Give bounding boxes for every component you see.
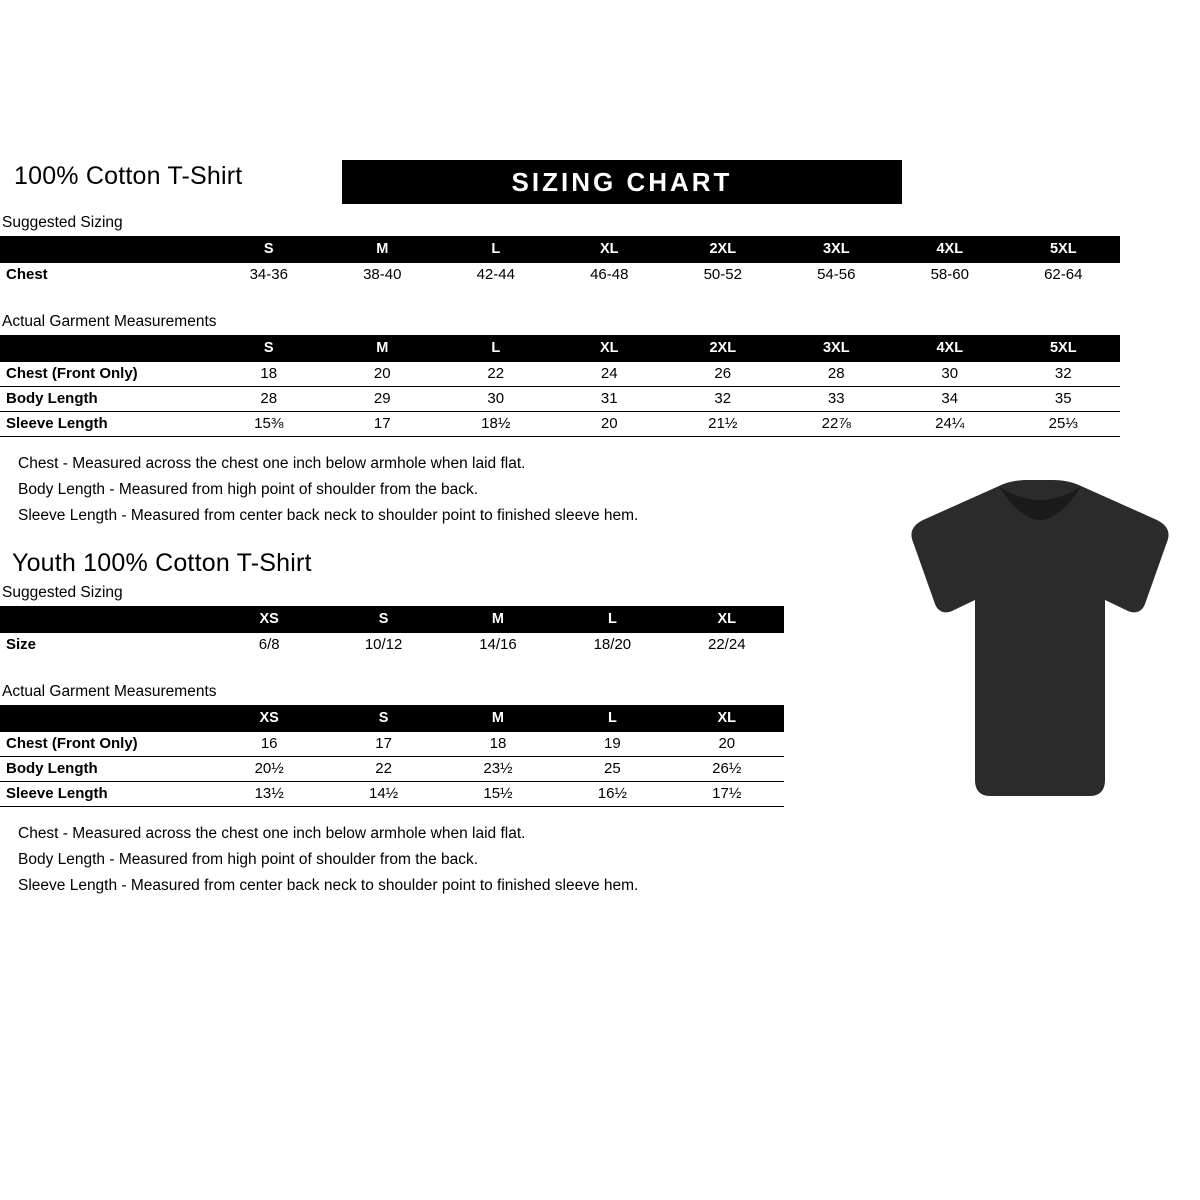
column-header: L xyxy=(491,340,501,356)
column-header: S xyxy=(378,710,389,726)
cell: 23½ xyxy=(441,757,555,782)
column-header: 2XL xyxy=(709,241,737,257)
column-header xyxy=(0,705,212,732)
youth-actual-measurements-label: Actual Garment Measurements xyxy=(2,683,217,700)
note-sleeve-length: Sleeve Length - Measured from center back neck to shoulder point to finished sleeve hem. xyxy=(18,877,639,894)
cell: 16 xyxy=(212,732,326,757)
column-header: L xyxy=(491,241,501,257)
column-header: XL xyxy=(599,241,619,257)
column-header: 5XL xyxy=(1049,241,1077,257)
column-header: S xyxy=(378,611,389,627)
adult-actual-measurements-label: Actual Garment Measurements xyxy=(2,313,217,330)
cell: 29 xyxy=(326,387,440,412)
cell: 42-44 xyxy=(476,266,515,283)
cell: 17 xyxy=(326,732,440,757)
cell: 15½ xyxy=(441,782,555,807)
column-header: M xyxy=(491,611,505,627)
column-header: M xyxy=(376,340,389,356)
cell: 14½ xyxy=(326,782,440,807)
column-header: L xyxy=(607,611,617,627)
cell: 19 xyxy=(555,732,669,757)
row-label: Sleeve Length xyxy=(0,412,212,437)
cell: 28 xyxy=(212,387,326,412)
row-label: Size xyxy=(6,636,37,653)
cell: 26 xyxy=(666,362,780,387)
youth-suggested-sizing-table xyxy=(0,606,784,657)
youth-suggested-sizing-label: Suggested Sizing xyxy=(2,584,123,601)
note-sleeve-length: Sleeve Length - Measured from center back neck to shoulder point to finished sleeve hem. xyxy=(18,507,639,524)
cell: 18 xyxy=(212,362,326,387)
cell: 22⅞ xyxy=(780,412,894,437)
cell: 24¼ xyxy=(893,412,1007,437)
cell: 16½ xyxy=(555,782,669,807)
cell: 10/12 xyxy=(364,636,403,653)
column-header: 4XL xyxy=(936,340,964,356)
cell: 28 xyxy=(780,362,894,387)
cell: 22 xyxy=(439,362,553,387)
table-row xyxy=(0,757,784,782)
cell: 58-60 xyxy=(930,266,969,283)
cell: 15⅜ xyxy=(212,412,326,437)
column-header: XS xyxy=(259,710,279,726)
column-header: M xyxy=(376,241,389,257)
cell: 13½ xyxy=(212,782,326,807)
cell: 20 xyxy=(553,412,667,437)
table-row xyxy=(0,362,1120,387)
cell: 22/24 xyxy=(708,636,746,653)
table-row xyxy=(0,387,1120,412)
row-label: Body Length xyxy=(0,387,212,412)
cell: 14/16 xyxy=(479,636,517,653)
adult-title-row xyxy=(0,160,1120,208)
row-label: Chest (Front Only) xyxy=(0,732,212,757)
column-header: XS xyxy=(259,611,279,627)
cell: 17½ xyxy=(670,782,784,807)
cell: 20 xyxy=(326,362,440,387)
table-header-row xyxy=(0,335,1120,362)
table-row xyxy=(0,782,784,807)
youth-actual-measurements-table xyxy=(0,705,784,807)
column-header: S xyxy=(263,241,274,257)
note-body-length: Body Length - Measured from high point of shoulder from the back. xyxy=(18,481,479,498)
cell: 50-52 xyxy=(703,266,742,283)
table-row xyxy=(0,732,784,757)
note-chest: Chest - Measured across the chest one inch below armhole when laid flat. xyxy=(18,825,526,842)
row-label: Sleeve Length xyxy=(0,782,212,807)
column-header: L xyxy=(607,710,617,726)
note-chest: Chest - Measured across the chest one inch below armhole when laid flat. xyxy=(18,455,526,472)
cell: 24 xyxy=(553,362,667,387)
column-header: S xyxy=(263,340,274,356)
cell: 62-64 xyxy=(1044,266,1083,283)
cell: 17 xyxy=(326,412,440,437)
row-label: Chest (Front Only) xyxy=(0,362,212,387)
cell: 34 xyxy=(893,387,1007,412)
cell: 21½ xyxy=(666,412,780,437)
row-label: Body Length xyxy=(0,757,212,782)
cell: 25⅓ xyxy=(1007,412,1121,437)
cell: 30 xyxy=(893,362,1007,387)
cell: 38-40 xyxy=(363,266,402,283)
column-header: M xyxy=(491,710,505,726)
youth-section-title: Youth 100% Cotton T-Shirt xyxy=(12,549,312,577)
adult-suggested-sizing-label: Suggested Sizing xyxy=(2,214,123,231)
table-row xyxy=(0,412,1120,437)
column-header: 3XL xyxy=(822,241,850,257)
cell: 31 xyxy=(553,387,667,412)
note-body-length: Body Length - Measured from high point of shoulder from the back. xyxy=(18,851,479,868)
cell: 46-48 xyxy=(590,266,629,283)
table-header-row xyxy=(0,705,784,732)
table-header-row xyxy=(0,236,1120,263)
column-header: XL xyxy=(599,340,619,356)
t-shirt-illustration xyxy=(895,480,1185,810)
column-header: 5XL xyxy=(1049,340,1077,356)
cell: 6/8 xyxy=(258,636,280,653)
page-title: 100% Cotton T-Shirt xyxy=(14,162,243,190)
cell: 34-36 xyxy=(249,266,288,283)
cell: 18/20 xyxy=(593,636,632,653)
youth-notes xyxy=(18,821,1120,899)
cell: 32 xyxy=(1007,362,1121,387)
column-header xyxy=(0,606,212,633)
column-header xyxy=(0,335,212,362)
cell: 25 xyxy=(555,757,669,782)
cell: 26½ xyxy=(670,757,784,782)
column-header: 2XL xyxy=(709,340,737,356)
column-header: 4XL xyxy=(936,241,964,257)
cell: 30 xyxy=(439,387,553,412)
adult-suggested-sizing-table xyxy=(0,236,1120,287)
adult-actual-measurements-table xyxy=(0,335,1120,437)
cell: 22 xyxy=(326,757,440,782)
cell: 32 xyxy=(666,387,780,412)
column-header xyxy=(0,236,212,263)
sizing-chart-banner: SIZING CHART xyxy=(342,160,902,204)
cell: 18½ xyxy=(439,412,553,437)
table-row xyxy=(0,263,1120,287)
table-row xyxy=(0,633,784,657)
row-label: Chest xyxy=(6,266,48,283)
cell: 35 xyxy=(1007,387,1121,412)
cell: 20 xyxy=(670,732,784,757)
cell: 18 xyxy=(441,732,555,757)
column-header: XL xyxy=(717,710,737,726)
cell: 54-56 xyxy=(817,266,856,283)
column-header: 3XL xyxy=(822,340,850,356)
cell: 20½ xyxy=(212,757,326,782)
column-header: XL xyxy=(717,611,737,627)
cell: 33 xyxy=(780,387,894,412)
table-header-row xyxy=(0,606,784,633)
